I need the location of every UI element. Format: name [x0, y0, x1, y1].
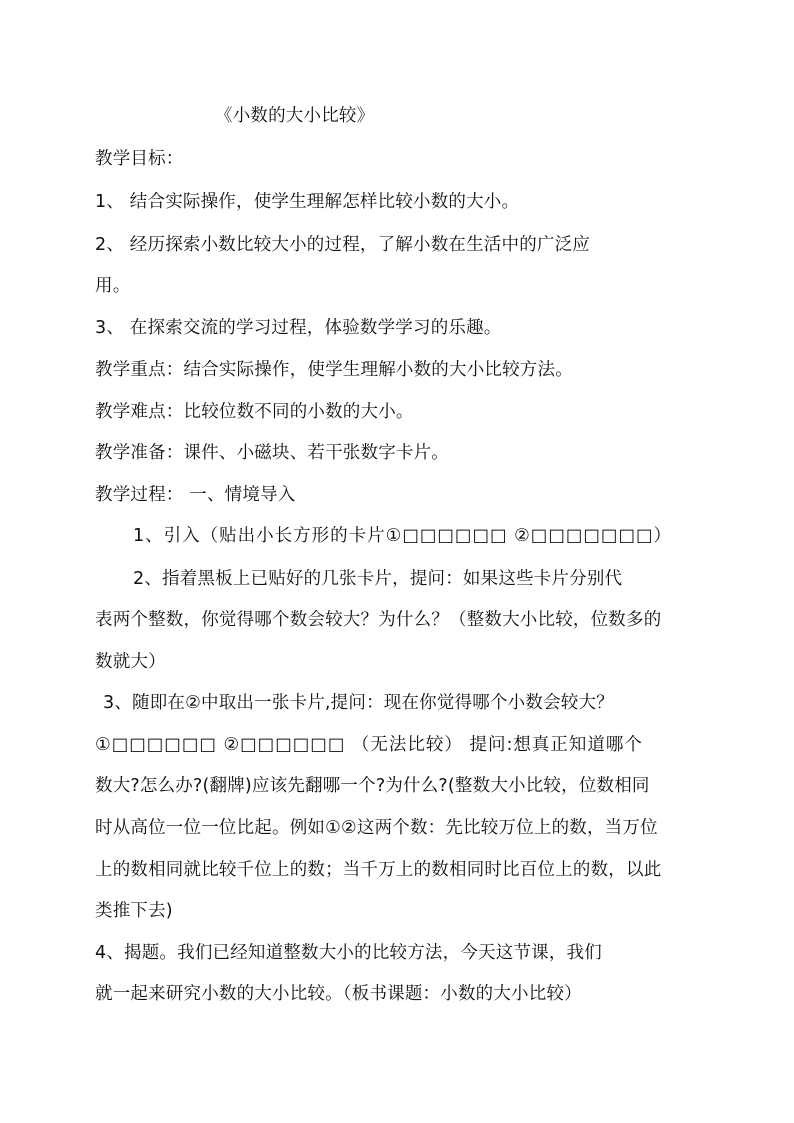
- document-title: 《小数的大小比较》: [215, 106, 375, 126]
- step-1-intro: 1、引入（贴出小长方形的卡片①□□□□□□ ②□□□□□□□）: [133, 526, 673, 546]
- difficult-point: 教学难点：比较位数不同的小数的大小。: [95, 402, 414, 422]
- step-3-end: 类推下去): [95, 901, 173, 921]
- step-3-question: 数大?怎么办?(翻牌)应该先翻哪一个?为什么?(整数大小比较，位数相同: [95, 776, 650, 796]
- step-4-continued: 就一起来研究小数的大小比较。（板书课题：小数的大小比较）: [95, 984, 582, 1004]
- step-3: 3、随即在②中取出一张卡片,提问：现在你觉得哪个小数会较大？: [103, 693, 614, 713]
- objective-2: 2、 经历探索小数比较大小的过程，了解小数在生活中的广泛应: [95, 235, 590, 255]
- step-2-end: 数就大）: [95, 652, 166, 672]
- objective-2-continued: 用。: [95, 276, 131, 296]
- step-4: 4、揭题。我们已经知道整数大小的比较方法，今天这节课，我们: [95, 943, 602, 963]
- step-3-example: 时从高位一位一位比起。例如①②这两个数：先比较万位上的数，当万位: [95, 818, 658, 838]
- step-3-detail: 上的数相同就比较千位上的数；当千万上的数相同时比百位上的数，以此: [95, 860, 662, 880]
- objectives-heading: 教学目标：: [95, 149, 184, 169]
- step-2-continued: 表两个整数，你觉得哪个数会较大？为什么？（整数大小比较，位数多的: [95, 610, 662, 630]
- objective-1: 1、 结合实际操作，使学生理解怎样比较小数的大小。: [95, 192, 520, 212]
- step-3-cards: ①□□□□□□ ②□□□□□□ （无法比较） 提问:想真正知道哪个: [95, 735, 643, 755]
- key-point: 教学重点：结合实际操作，使学生理解小数的大小比较方法。: [95, 360, 573, 380]
- preparation: 教学准备：课件、小磁块、若干张数字卡片。: [95, 443, 449, 463]
- objective-3: 3、 在探索交流的学习过程，体验数学学习的乐趣。: [95, 318, 502, 338]
- step-2: 2、指着黑板上已贴好的几张卡片，提问：如果这些卡片分别代: [133, 569, 623, 589]
- process-heading: 教学过程： 一、情境导入: [95, 485, 296, 505]
